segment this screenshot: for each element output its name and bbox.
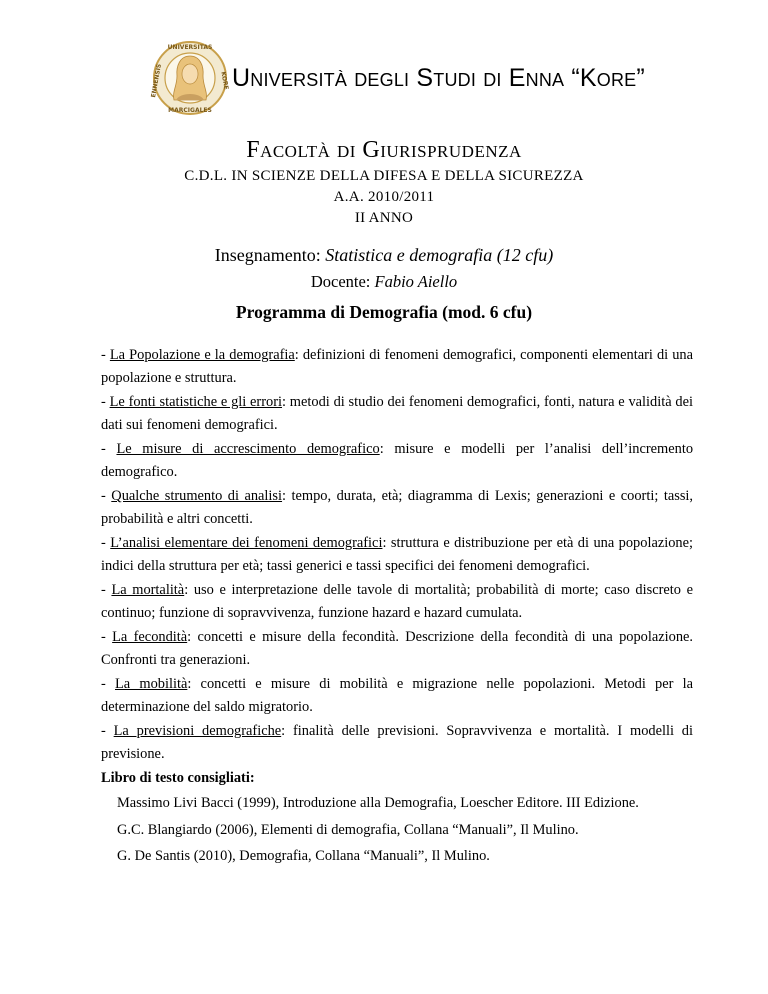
teacher-line bbox=[0, 272, 768, 292]
topic-item: - Le fonti statistiche e gli errori: metodi di studio dei fenomeni demografici, fonti, natura e validità dei dati sui fenomeni demografici. bbox=[101, 394, 693, 433]
topic-item: - Le misure di accrescimento demografico: misure e modelli per l’analisi dell’incremento demografico. bbox=[101, 441, 694, 480]
topic-item: - La fecondità: concetti e misure della fecondità. Descrizione della fecondità di una popolazione. Confronti tra generazioni. bbox=[101, 629, 694, 668]
topic-title: Qualche strumento di analisi bbox=[111, 488, 283, 504]
topic-title: La fecondità bbox=[112, 629, 188, 645]
year-line: II ANNO bbox=[354, 210, 414, 226]
academic-year-line: A.A. 2010/2011 bbox=[333, 189, 435, 205]
teacher-name: Fabio Aiello bbox=[374, 272, 458, 291]
svg-text:UNIVERSITAS: UNIVERSITAS bbox=[167, 44, 213, 51]
topic-title: La mobilità bbox=[115, 676, 188, 692]
topic-item: - La mortalità: uso e interpretazione delle tavole di mortalità; probabilità di morte; caso discreto e continuo; funzione di sopravvivenza, funzione hazard e hazard cumulata. bbox=[101, 582, 693, 621]
course-name: Statistica e demografia (12 cfu) bbox=[325, 245, 554, 265]
topic-title: L’analisi elementare dei fenomeni demografici bbox=[110, 535, 383, 551]
topic-description: : misure e modelli per l’analisi dell’incremento demografico. bbox=[101, 441, 694, 480]
topic-item: - L’analisi elementare dei fenomeni demografici: struttura e distribuzione per età di una popolazione; indici della struttura per età; tassi generici e tassi specifici dei fenomeni demografici. bbox=[101, 535, 693, 574]
book-item: Massimo Livi Bacci (1999), Introduzione alla Demografia, Loescher Editore. III Edizione. bbox=[117, 795, 639, 811]
topic-title: Le misure di accrescimento demografico bbox=[116, 441, 380, 457]
topic-title: La Popolazione e la demografia bbox=[109, 347, 295, 363]
document-header bbox=[0, 0, 768, 140]
topic-description: : struttura e distribuzione per età di una popolazione; indici della struttura per età; tassi generici e tassi specifici dei fenomeni demografici. bbox=[101, 535, 693, 574]
book-item: G. De Santis (2010), Demografia, Collana “Manuali”, Il Mulino. bbox=[117, 848, 490, 864]
topic-title: La previsioni demografiche bbox=[113, 723, 282, 739]
topic-description: : metodi di studio dei fenomeni demografici, fonti, natura e validità dei dati sui fenomeni demografici. bbox=[101, 394, 693, 433]
svg-text:MARCIGALES: MARCIGALES bbox=[168, 107, 212, 114]
topic-item: - La Popolazione e la demografia: definizioni di fenomeni demografici, componenti elementari di una popolazione e struttura. bbox=[101, 347, 693, 386]
topic-title: Le fonti statistiche e gli errori bbox=[109, 394, 283, 410]
topic-item: - La previsioni demografiche: finalità delle previsioni. Sopravvivenza e mortalità. I modelli di previsione. bbox=[101, 723, 694, 762]
program-topics bbox=[101, 344, 693, 870]
topic-description: : tempo, durata, età; diagramma di Lexis; generazioni e coorti; tassi, probabilità e altri concetti. bbox=[101, 488, 694, 527]
university-seal-logo bbox=[152, 40, 228, 116]
topic-item: - Qualche strumento di analisi: tempo, durata, età; diagramma di Lexis; generazioni e coorti; tassi, probabilità e altri concetti. bbox=[101, 488, 694, 527]
topic-item: - La mobilità: concetti e misure di mobilità e migrazione nelle popolazioni. Metodi per la determinazione del saldo migratorio. bbox=[101, 676, 693, 715]
course-info-block bbox=[0, 166, 768, 229]
degree-line: C.D.L. IN SCIENZE DELLA DIFESA E DELLA SICUREZZA bbox=[184, 168, 584, 184]
course-label: Insegnamento: bbox=[214, 245, 326, 265]
topic-description: : uso e interpretazione delle tavole di mortalità; probabilità di morte; caso discreto e continuo; funzione di sopravvivenza, funzione hazard e hazard cumulata. bbox=[101, 582, 693, 621]
topic-title: La mortalità bbox=[111, 582, 185, 598]
book-item: G.C. Blangiardo (2006), Elementi di demografia, Collana “Manuali”, Il Mulino. bbox=[117, 821, 579, 838]
svg-text:ENNENSIS: ENNENSIS bbox=[150, 63, 163, 99]
books-list bbox=[101, 790, 693, 870]
teacher-label: Docente: bbox=[310, 272, 375, 291]
topic-description: : concetti e misure di mobilità e migrazione nelle popolazioni. Metodi per la determinazione del saldo migratorio. bbox=[101, 676, 693, 715]
svg-text:KORE: KORE bbox=[219, 71, 230, 91]
topic-description: : definizioni di fenomeni demografici, componenti elementari di una popolazione e struttura. bbox=[101, 347, 693, 386]
university-name: Università degli Studi di Enna “Kore” bbox=[232, 64, 645, 92]
course-line bbox=[0, 245, 768, 266]
topic-description: : concetti e misure della fecondità. Descrizione della fecondità di una popolazione. Confronti tra generazioni. bbox=[101, 629, 694, 668]
topic-description: : finalità delle previsioni. Sopravvivenza e mortalità. I modelli di previsione. bbox=[101, 723, 694, 762]
books-heading: Libro di testo consigliati: bbox=[101, 770, 255, 786]
faculty-title: Facoltà di Giurisprudenza bbox=[246, 137, 522, 163]
program-title: Programma di Demografia (mod. 6 cfu) bbox=[235, 302, 533, 322]
